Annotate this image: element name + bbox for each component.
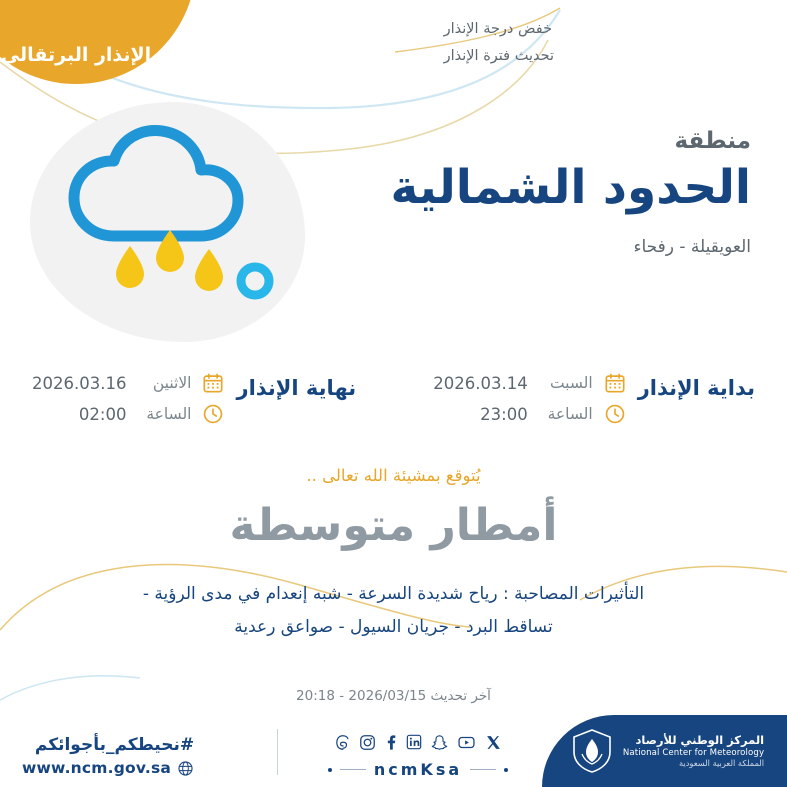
update-note-1: خفض درجة الإنذار bbox=[443, 21, 553, 37]
handle-line-right bbox=[340, 769, 366, 770]
alert-start-time-row bbox=[433, 403, 625, 425]
social-block bbox=[318, 729, 518, 779]
handle-line-left bbox=[470, 769, 496, 770]
clock-icon bbox=[202, 403, 224, 425]
instagram-icon[interactable] bbox=[359, 734, 376, 751]
facebook-icon[interactable] bbox=[385, 734, 397, 751]
youtube-icon[interactable] bbox=[457, 734, 476, 751]
alert-start-time: 23:00 bbox=[480, 404, 528, 424]
region-sub-areas: العويقيلة - رفحاء bbox=[633, 237, 751, 258]
associated-effects bbox=[40, 578, 747, 644]
ncm-logo-block bbox=[542, 715, 787, 787]
globe-icon bbox=[177, 760, 194, 777]
social-handle-row bbox=[318, 760, 518, 779]
handle-dot-right bbox=[328, 768, 332, 772]
alert-end-date: 2026.03.16 bbox=[32, 373, 127, 393]
expectation-text: يُتوقع بمشيئة الله تعالى .. bbox=[306, 466, 481, 485]
handle-dot-left bbox=[504, 768, 508, 772]
alert-start-title: بداية الإنذار bbox=[637, 376, 755, 400]
org-country: المملكة العربية السعودية bbox=[678, 758, 765, 769]
clock-icon bbox=[604, 403, 626, 425]
snapchat-icon[interactable] bbox=[431, 734, 448, 751]
alert-end-date-row bbox=[32, 372, 224, 394]
campaign-hashtag: #نحيطكم_بأجوائكم bbox=[34, 735, 195, 755]
alert-start-day: السبت bbox=[549, 374, 593, 392]
alert-start-date: 2026.03.14 bbox=[433, 373, 528, 393]
social-icons bbox=[318, 729, 518, 755]
calendar-icon bbox=[604, 372, 626, 394]
alert-end-time-label: الساعة bbox=[146, 405, 192, 423]
website-url[interactable]: www.ncm.gov.sa bbox=[22, 759, 172, 777]
alert-end-title: نهاية الإنذار bbox=[236, 376, 357, 400]
last-update-text: آخر تحديث 2026/03/15 - 20:18 bbox=[296, 688, 491, 704]
update-note-2: تحديث فترة الإنذار bbox=[443, 47, 554, 64]
alert-end-block bbox=[32, 372, 356, 425]
rain-cloud-icon bbox=[52, 118, 282, 318]
effects-line-2: تساقط البرد - جريان السيول - صواعق رعدية bbox=[234, 617, 553, 638]
org-name-ar: المركز الوطني للأرصاد bbox=[635, 733, 765, 748]
alert-start-block bbox=[433, 372, 755, 425]
footer-divider bbox=[277, 729, 278, 775]
region-name: الحدود الشمالية bbox=[390, 160, 751, 215]
threads-icon[interactable] bbox=[335, 734, 350, 751]
alert-end-time: 02:00 bbox=[78, 404, 127, 424]
region-block bbox=[390, 128, 751, 257]
calendar-icon bbox=[202, 372, 224, 394]
alert-start-date-row bbox=[433, 372, 625, 394]
linkedin-icon[interactable] bbox=[406, 734, 422, 750]
alert-start-time-label: الساعة bbox=[547, 405, 593, 423]
effects-line-1: التأثيرات المصاحبة : رياح شديدة السرعة - شبه إنعدام في مدى الرؤية - bbox=[142, 584, 645, 604]
footer bbox=[0, 715, 787, 787]
social-handle: ncmKsa bbox=[373, 760, 463, 779]
org-name-en: National Center for Meteorology bbox=[622, 747, 765, 758]
website-block bbox=[22, 735, 194, 777]
x-twitter-icon[interactable] bbox=[485, 734, 502, 751]
alert-level-label: الإنذار البرتقالي bbox=[0, 44, 152, 66]
phenomenon-title: أمطار متوسطة bbox=[229, 500, 558, 551]
ncm-emblem-icon bbox=[571, 728, 613, 774]
update-notes bbox=[444, 16, 554, 70]
region-pre-label: منطقة bbox=[674, 128, 751, 154]
alert-end-time-row bbox=[32, 403, 224, 425]
alert-end-day: الاثنين bbox=[152, 374, 192, 392]
alert-period bbox=[32, 372, 755, 425]
